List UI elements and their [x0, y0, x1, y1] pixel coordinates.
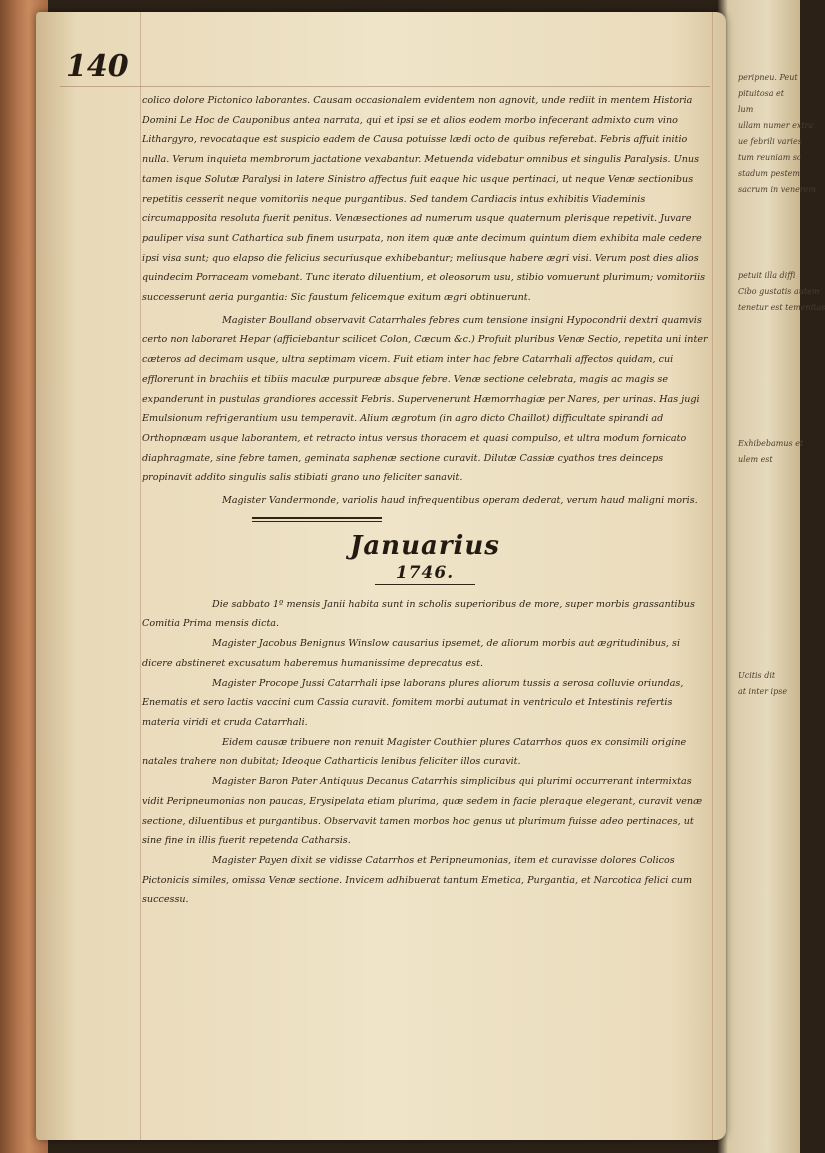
facing-fragment: peripneu. Peut: [738, 73, 798, 82]
facing-fragment: tum reuniam sc: [738, 153, 802, 162]
paragraph-comitia: Die sabbato 1º mensis Janii habita sunt in scholis superioribus de more, super morbis grassantibus Comitia Prima mensis dicta.: [142, 598, 695, 630]
margin-rule-right: [712, 12, 713, 1140]
paragraph-boulland: Magister Boulland observavit Catarrhales febres cum tensione insigni Hypocondrii dextri quamvis certo non laboraret Hepar (afficiebantur scilicet Colon, Cæcum &c.) Profuit pluribus Venæ Sectio, repetita uni inter cæteros ad decimam usque, ultra septimam vicem. Fuit etiam inter hac febre Catarrhali affectos quidam, cui efflorerunt in brachiis et tibiis maculæ purpureæ absque febre. Venæ sectione celebrata, magis ac magis se expanderunt in pustulas grandiores accessit Febris. Supervenerunt Hæmorrhagiæ per Nares, per urinas. Has jugi Emulsionum refrigerantium usu temperavit. Alium ægrotum (in agro dicto Chaillot) difficultate spirandi ad Orthopnæam usque laborantem, et retracto intus versus thoracem et quasi compulso, et ultra modum fornicato diaphragmate, sine febre tamen, geminata saphenæ sectione curavit. Dilutæ Cassiæ cyathos tres deinceps propinavit addito singulis salis stibiati grano uno feliciter sanavit.: [142, 314, 708, 484]
month-heading: Januarius: [350, 530, 500, 561]
facing-page-text: [738, 70, 825, 700]
paragraph-couthier: Eidem causæ tribuere non renuit Magister Couthier plures Catarrhos quos ex consimili origine natales trahere non dubitat; Ideoque Catharticis lenibus feliciter illos curavit.: [142, 736, 687, 768]
page-number: 140: [66, 49, 129, 84]
facing-fragment: lum: [738, 105, 754, 114]
paragraph-procope: Magister Procope Jussi Catarrhali ipse laborans plures aliorum tussis a serosa colluvie oriundas, Enematis et sero lactis vaccini cum Cassia curavit. fomitem morbi autumat in ventriculo et Intestinis refertis materia viridi et cruda Catarrhali.: [142, 677, 684, 728]
facing-fragment: Ucitis dit: [738, 671, 776, 680]
facing-fragment: Exhibebamus et: [738, 439, 804, 448]
facing-fragment: sacrum in venerem: [738, 185, 816, 194]
facing-fragment: stadum pestem: [738, 169, 800, 178]
paragraph-colic-report: colico dolore Pictonico laborantes. Causam occasionalem evidentem non agnovit, unde rediit in mentem Historia Domini Le Hoc de Cauponibus antea narrata, qui et ipsi se et alios eodem morbo infecerant admixto cum vino Lithargyro, revocataque est suspicio eadem de Causa potuisse lædi octo de quibus referebat. Febris affuit initio nulla. Verum inquieta membrorum jactatione vexabantur. Metuenda videbatur omnibus et singulis Paralysis. Unus tamen isque Solutæ Paralysi in latere Sinistro affectus fuit eaque hic usque pertinaci, ut neque Venæ sectionibus repetitis cesserit neque vomitoriis neque purgantibus. Sed tandem Cardiacis intus exhibitis Viademinis circumapposita resoluta fuerit penitus. Venæsectiones ad numerum usque quaternum plerisque repetivit. Juvare pauliper visa sunt Cathartica sub finem usurpata, non item quæ ante decimum quintum diem exhibita male cedere ipsi visa sunt; quo elapso die felicius securiusque exhibebantur; meliusque habere ægri visi. Verum post dies alios quindecim Porraceam vomebant. Tunc iterato diluentium, et oleosorum usu, stibio vomuerunt plurimum; vomitoriis successerunt aeria purgantia: Sic faustum felicemque exitum ægri obtinuerunt.: [142, 95, 706, 304]
section-divider: [252, 517, 382, 522]
paragraph-winslow: Magister Jacobus Benignus Winslow causarius ipsemet, de aliorum morbis aut ægritudinibus, si dicere abstineret excusatum haberemus humanissime deprecatus est.: [142, 638, 681, 669]
facing-fragment: pituitosa et: [738, 89, 785, 98]
paragraph-baron: Magister Baron Pater Antiquus Decanus Catarrhis simplicibus qui plurimi occurrerant intermixtas vidit Peripneumonias non paucas, Erysipelata etiam plurima, quæ sedem in facie pleraque elegerant, curavit venæ sectione, diluentibus et purgantibus. Observavit tamen morbos hoc genus ut plurimum fuisse adeo pertinaces, ut sine fine in illis fuerit repetenda Catharsis.: [142, 776, 703, 847]
manuscript-text: [142, 91, 708, 910]
facing-page: [718, 0, 825, 1153]
facing-fragment: ue febrili varies: [738, 137, 802, 146]
facing-fragment: petuit illa diffi: [738, 271, 796, 280]
facing-fragment: ullam numer extra: [738, 121, 814, 130]
facing-fragment: tenetur est temenitas: [738, 303, 825, 312]
paragraph-vandermonde: Magister Vandermonde, variolis haud infrequentibus operam dederat, verum haud maligni moris.: [222, 495, 698, 507]
heading-underline: [375, 584, 475, 585]
header-rule: [60, 86, 710, 87]
facing-fragment: ulem est: [738, 455, 773, 464]
margin-rule-left: [140, 12, 141, 1140]
facing-fragment: Cibo gustatis autem: [738, 287, 820, 296]
paragraph-payen: Magister Payen dixit se vidisse Catarrhos et Peripneumonias, item et curavisse dolores Colicos Pictonicis similes, omissa Venæ sectione. Invicem adhibuerat tantum Emetica, Purgantia, et Narcotica felici cum successu.: [142, 854, 693, 906]
year-heading: 1746.: [395, 562, 455, 583]
facing-fragment: at inter ipse: [738, 687, 788, 696]
